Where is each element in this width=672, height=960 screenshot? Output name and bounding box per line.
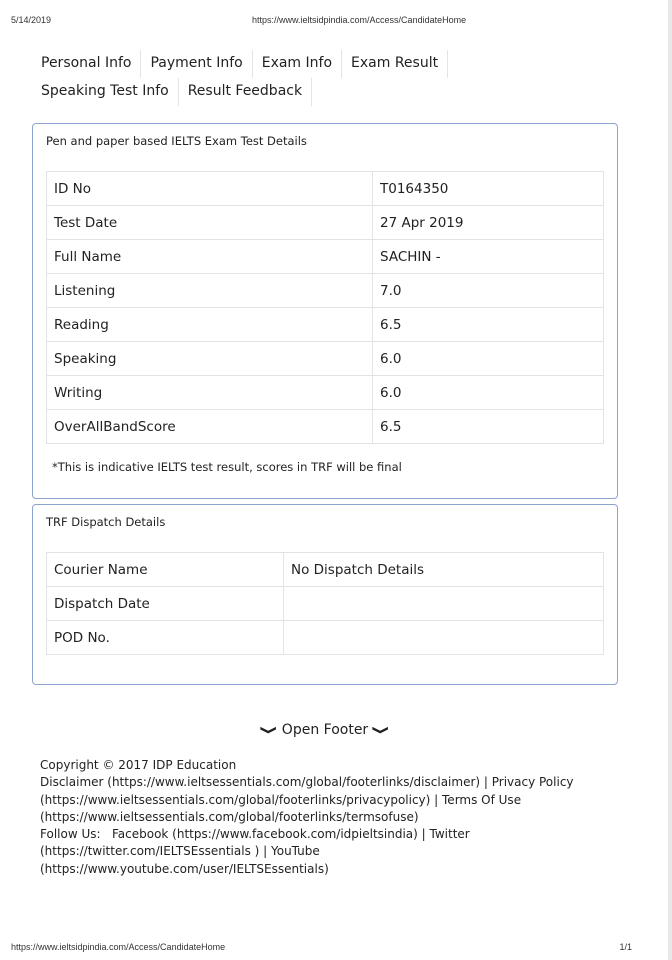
exam-details-title: Pen and paper based IELTS Exam Test Details xyxy=(46,134,307,148)
print-url: https://www.ieltsidpindia.com/Access/CandidateHome xyxy=(252,15,467,25)
page-edge xyxy=(668,0,672,960)
row-value: T0164350 xyxy=(373,172,604,206)
tab-result-feedback[interactable]: Result Feedback xyxy=(179,78,312,106)
copyright-text: Copyright © 2017 IDP Education xyxy=(40,758,237,772)
site-footer xyxy=(40,757,610,878)
disclaimer-link[interactable]: Disclaimer (https://www.ieltsessentials.com/global/footerlinks/disclaimer) xyxy=(40,775,481,790)
exam-details-panel xyxy=(32,123,618,499)
print-header xyxy=(11,15,661,27)
row-value xyxy=(284,621,604,655)
table-row-listening xyxy=(47,274,604,308)
table-row-pod-no xyxy=(47,621,604,655)
row-value: 6.5 xyxy=(373,308,604,342)
table-row-overall-band-score xyxy=(47,410,604,444)
tab-personal-info[interactable]: Personal Info xyxy=(32,50,141,78)
chevron-down-icon: ❯ xyxy=(259,724,278,736)
row-value: 27 Apr 2019 xyxy=(373,206,604,240)
terms-of-use-link[interactable]: Terms Of Use (https://www.ieltsessentials.com/global/footerlinks/termsofuse) xyxy=(40,792,522,824)
tab-payment-info[interactable]: Payment Info xyxy=(141,50,252,78)
row-value: 6.5 xyxy=(373,410,604,444)
row-label: Test Date xyxy=(47,206,373,240)
print-footer-url: https://www.ieltsidpindia.com/Access/CandidateHome xyxy=(11,942,226,952)
separator: | xyxy=(430,792,443,807)
row-label: Speaking xyxy=(47,342,373,376)
tab-speaking-test-info[interactable]: Speaking Test Info xyxy=(32,78,179,106)
row-label: Writing xyxy=(47,376,373,410)
table-row-test-date xyxy=(47,206,604,240)
row-value: No Dispatch Details xyxy=(284,553,604,587)
separator: | xyxy=(480,775,492,790)
chevron-down-icon: ❯ xyxy=(372,724,391,736)
row-label: OverAllBandScore xyxy=(47,410,373,444)
trf-dispatch-panel xyxy=(32,504,618,685)
table-row-full-name xyxy=(47,240,604,274)
follow-us-label: Follow Us: xyxy=(40,827,112,842)
row-label: Listening xyxy=(47,274,373,308)
row-label: Courier Name xyxy=(47,553,284,587)
tab-exam-result[interactable]: Exam Result xyxy=(342,50,448,78)
open-footer-label: Open Footer xyxy=(281,722,369,738)
candidate-tabs xyxy=(32,50,592,106)
separator: | xyxy=(259,844,271,859)
row-label: Full Name xyxy=(47,240,373,274)
tab-exam-info[interactable]: Exam Info xyxy=(253,50,342,78)
table-row-writing xyxy=(47,376,604,410)
table-row-courier-name xyxy=(47,553,604,587)
row-label: ID No xyxy=(47,172,373,206)
row-value: SACHIN - xyxy=(373,240,604,274)
exam-details-table xyxy=(46,171,604,444)
row-value xyxy=(284,587,604,621)
separator: | xyxy=(417,827,430,842)
row-label: POD No. xyxy=(47,621,284,655)
facebook-link[interactable]: Facebook (https://www.facebook.com/idpieltsindia) xyxy=(111,827,418,842)
twitter-link[interactable]: Twitter (https://twitter.com/IELTSEssentials ) xyxy=(40,827,470,859)
table-row-dispatch-date xyxy=(47,587,604,621)
open-footer-button[interactable] xyxy=(0,722,650,738)
privacy-policy-link[interactable]: Privacy Policy (https://www.ieltsessentials.com/global/footerlinks/privacypolicy) xyxy=(40,775,574,807)
trf-dispatch-table xyxy=(46,552,604,655)
row-label: Reading xyxy=(47,308,373,342)
row-value: 6.0 xyxy=(373,342,604,376)
print-date: 5/14/2019 xyxy=(11,15,52,25)
page-number: 1/1 xyxy=(619,942,632,952)
youtube-link[interactable]: YouTube (https://www.youtube.com/user/IELTSEssentials) xyxy=(40,844,329,876)
row-value: 7.0 xyxy=(373,274,604,308)
trf-dispatch-title: TRF Dispatch Details xyxy=(46,515,166,529)
table-row-speaking xyxy=(47,342,604,376)
table-row-id-no xyxy=(47,172,604,206)
row-label: Dispatch Date xyxy=(47,587,284,621)
row-value: 6.0 xyxy=(373,376,604,410)
indicative-result-note: *This is indicative IELTS test result, scores in TRF will be final xyxy=(52,460,402,474)
print-footer xyxy=(11,942,661,954)
table-row-reading xyxy=(47,308,604,342)
